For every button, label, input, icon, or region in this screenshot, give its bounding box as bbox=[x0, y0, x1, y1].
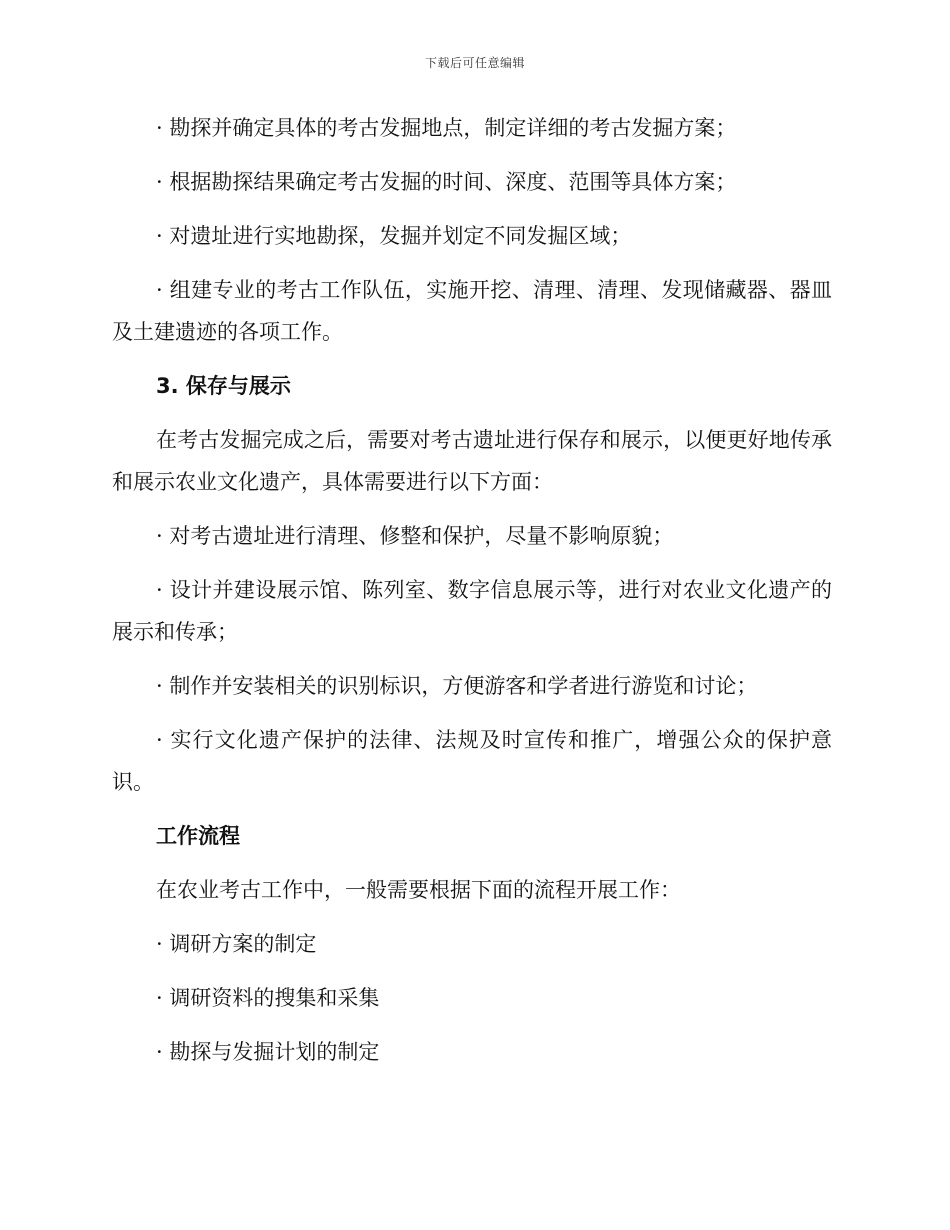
header-note: 下载后可任意编辑 bbox=[424, 56, 525, 70]
bullet-item: · 对考古遗址进行清理、修整和保护，尽量不影响原貌； bbox=[156, 524, 674, 548]
document-body bbox=[112, 107, 832, 1085]
bullet-item: · 实行文化遗产保护的法律、法规及时宣传和推广，增强公众的保护意识。 bbox=[112, 728, 832, 794]
body-paragraph: 在农业考古工作中，一般需要根据下面的流程开展工作： bbox=[156, 878, 681, 902]
bullet-item: · 设计并建设展示馆、陈列室、数字信息展示等，进行对农业文化遗产的展示和传承； bbox=[112, 578, 832, 644]
bullet-item: · 制作并安装相关的识别标识，方便游客和学者进行游览和讨论； bbox=[156, 674, 758, 698]
bullet-item: · 勘探并确定具体的考古发掘地点，制定详细的考古发掘方案； bbox=[156, 116, 737, 140]
bullet-item: · 根据勘探结果确定考古发掘的时间、深度、范围等具体方案； bbox=[156, 170, 737, 194]
bullet-item: · 组建专业的考古工作队伍，实施开挖、清理、清理、发现储藏器、器皿及土建遗迹的各项工作。 bbox=[112, 278, 832, 344]
section-heading: 工作流程 bbox=[156, 824, 240, 848]
section-heading: 3. 保存与展示 bbox=[156, 374, 291, 398]
body-paragraph: 在考古发掘完成之后，需要对考古遗址进行保存和展示，以便更好地传承和展示农业文化遗产，具体需要进行以下方面： bbox=[112, 428, 832, 494]
bullet-item: · 调研方案的制定 bbox=[156, 932, 317, 956]
bullet-item: · 勘探与发掘计划的制定 bbox=[156, 1040, 380, 1064]
bullet-item: · 调研资料的搜集和采集 bbox=[156, 986, 380, 1010]
bullet-item: · 对遗址进行实地勘探，发掘并划定不同发掘区域； bbox=[156, 224, 632, 248]
